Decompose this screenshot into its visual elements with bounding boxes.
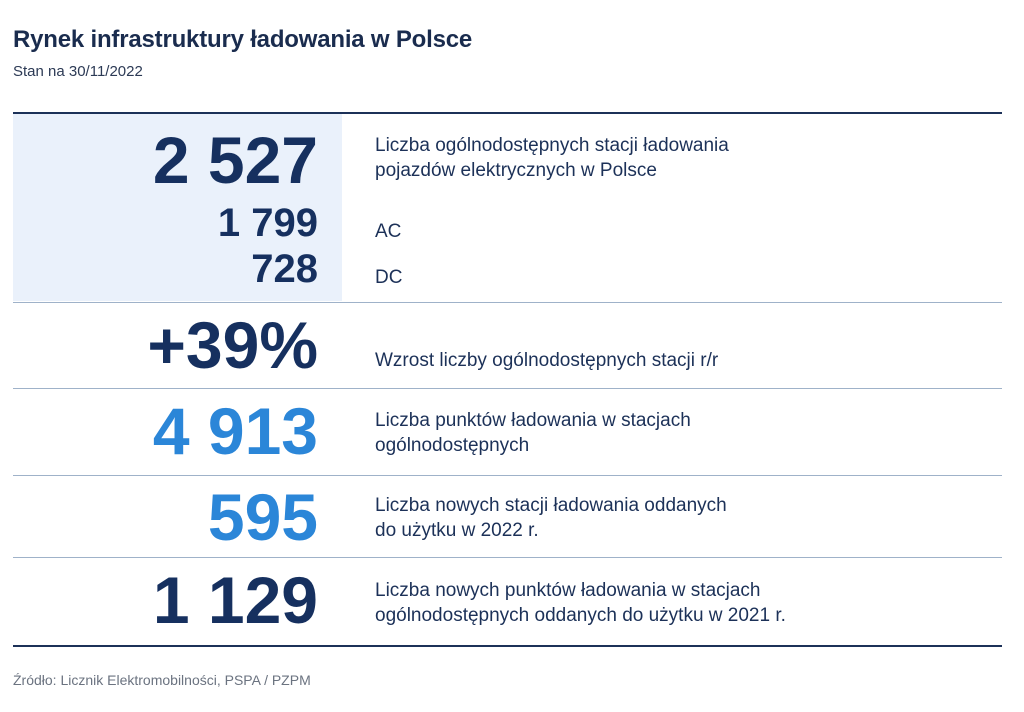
new-stations-label-line1: Liczba nowych stacji ładowania oddanych xyxy=(375,495,727,516)
charging-points-value: 4 913 xyxy=(152,394,318,468)
stations-ac-value: 1 799 xyxy=(217,201,318,245)
row-divider xyxy=(13,388,1002,389)
new-stations-value: 595 xyxy=(207,480,318,554)
new-points-label-line1: Liczba nowych punktów ładowania w stacjach xyxy=(375,580,761,601)
stations-dc-label: DC xyxy=(375,267,403,288)
charging-points-label-line1: Liczba punktów ładowania w stacjach xyxy=(375,410,691,431)
stations-total-value: 2 527 xyxy=(152,123,318,197)
stations-total-label-line2: pojazdów elektrycznych w Polsce xyxy=(375,160,657,181)
new-points-label-line2: ogólnodostępnych oddanych do użytku w 2021 r. xyxy=(375,605,786,626)
growth-label: Wzrost liczby ogólnodostępnych stacji r/r xyxy=(375,350,719,371)
row-divider xyxy=(13,475,1002,476)
row-divider xyxy=(13,302,1002,303)
bottom-divider xyxy=(13,645,1002,647)
stations-total-label-line1: Liczba ogólnodostępnych stacji ładowania xyxy=(375,135,729,156)
stations-dc-value: 728 xyxy=(251,247,318,291)
stations-ac-label: AC xyxy=(375,221,402,242)
source-note: Źródło: Licznik Elektromobilności, PSPA / PZPM xyxy=(13,672,311,688)
new-stations-label-line2: do użytku w 2022 r. xyxy=(375,520,539,541)
page-title: Rynek infrastruktury ładowania w Polsce xyxy=(13,26,473,53)
growth-value: +39% xyxy=(147,308,318,382)
charging-points-label-line2: ogólnodostępnych xyxy=(375,435,530,456)
new-points-value: 1 129 xyxy=(152,563,318,637)
page-subtitle: Stan na 30/11/2022 xyxy=(13,63,143,80)
row-divider xyxy=(13,557,1002,558)
